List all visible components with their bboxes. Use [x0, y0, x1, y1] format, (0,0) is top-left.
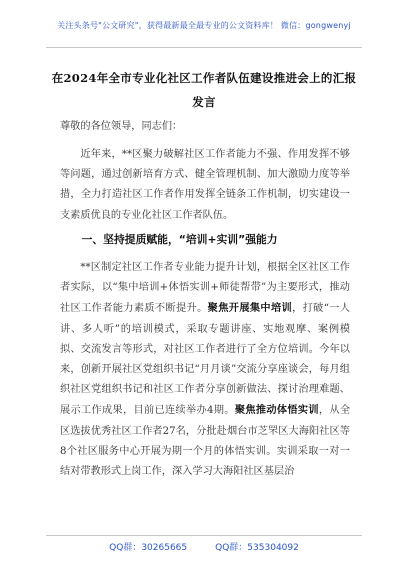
salutation: 尊敬的各位领导，同志们：: [60, 121, 183, 132]
header-banner: 关注头条号"公文研究"，获得最新最全最专业的公文资料库！ 微信：gongwenyj: [57, 21, 351, 30]
document-title: [50, 66, 358, 114]
paragraph-text: ，从全区选拔优秀社区工作者27名，分批赴烟台市芝罘区大海阳社区等8个社区服务中心开展为期一个月的体悟实训。实训采取一对一结对带教形式上岗工作，深入学习大海阳社区基层治: [60, 405, 351, 478]
footer-qq-group-1: QQ群：30265665: [109, 543, 188, 553]
paragraph-intro: 近年来，**区聚力破解社区工作者能力不强、作用发挥不够等问题，通过创新培育方式、健全管理机制、加大激励力度等举措，全力打造社区工作者作用发挥全链条工作机制，切实建设一支素质优良的专业化社区工作者队伍。: [60, 149, 350, 221]
paragraph-text: ，打破“一人讲、多人听”的培训模式，采取专题讲座、实地观摩、案例模拟、交流发言等形式，对社区工作者进行了全方位培训。今年以来，创新开展社区党组织书记“月月谈”交流分享座谈会，每月组织社区党组织书记和社区工作者分享创新做法、探讨治理难题、展示工作成果，目前已连续举办4期。: [60, 303, 351, 417]
title-line-1: 在2024年全市专业化社区工作者队伍建设推进会上的汇报: [51, 71, 357, 85]
footer-divider: [46, 535, 362, 536]
title-line-2: 发言: [192, 95, 216, 109]
header-divider: [46, 47, 362, 48]
paragraph-section-1: [60, 258, 350, 482]
bold-lead-practice: 聚焦推动体悟实训: [234, 404, 319, 417]
footer-qq-group-2: QQ群：535304092: [215, 543, 299, 553]
paragraph-text: **区制定社区工作者专业能力提升计划，根据全区社区工作者实际，以“集中培训+体悟实训+师徒帮带”为主要形式，推动社区工作者能力素质不断提升。: [60, 262, 350, 315]
footer: [0, 540, 408, 553]
bold-lead-training: 聚焦开展集中培训: [207, 302, 293, 315]
section-heading-1: 一、坚持提质赋能，“培训+实训”强能力: [81, 233, 278, 246]
